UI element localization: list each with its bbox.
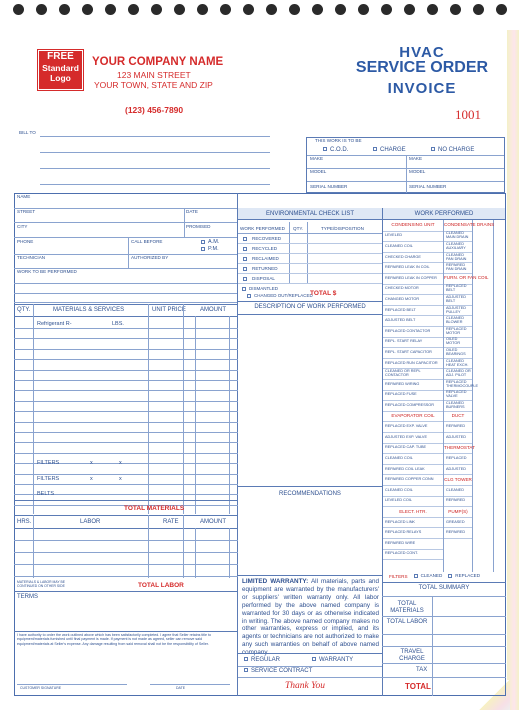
filters-label-2: FILTERS xyxy=(37,476,60,482)
work-item-label: CLEANED AUXILIARY xyxy=(446,242,466,250)
customer-signature-label: CUSTOMER SIGNATURE xyxy=(20,686,62,690)
work-item-label: ADJUSTED BELT xyxy=(385,318,416,323)
service-contract-label: SERVICE CONTRACT xyxy=(251,668,313,674)
filters-replaced-option[interactable] xyxy=(448,574,480,579)
work-item xyxy=(444,306,472,317)
env-row xyxy=(238,264,382,274)
filters-cleaned-label: CLEANED xyxy=(420,573,443,579)
description-header: DESCRIPTION OF WORK PERFORMED xyxy=(254,304,366,310)
authorized-by-label: AUTHORIZED BY xyxy=(131,255,169,260)
work-item xyxy=(444,465,472,476)
call-before-label: CALL BEFORE xyxy=(131,239,163,244)
env-row xyxy=(238,254,382,264)
work-item-label: REPLACED CONT. xyxy=(385,551,418,556)
work-item xyxy=(444,263,472,274)
work-item xyxy=(383,274,443,285)
company-phone: (123) 456-7890 xyxy=(125,105,184,115)
materials-header: MATERIALS & SERVICES xyxy=(53,307,125,313)
work-performed-label: WORK TO BE PERFORMED xyxy=(17,269,77,274)
work-item-label: REPAIRED xyxy=(446,530,466,535)
work-section-label: FURN. OR FAN COIL xyxy=(444,275,489,281)
regular-checkbox[interactable] xyxy=(244,657,248,661)
work-section-header xyxy=(444,507,472,518)
materials-qty-header: QTY. xyxy=(17,307,31,313)
logo-line2: Standard xyxy=(42,63,79,73)
charge-label: CHARGE xyxy=(380,147,406,153)
make-label-1: MAKE xyxy=(310,156,324,161)
work-item xyxy=(444,518,472,529)
labor-table-row xyxy=(14,540,238,541)
materials-table-row xyxy=(14,349,238,350)
work-item-label: REPAIRED WIRE xyxy=(385,540,416,545)
materials-table-row xyxy=(14,411,238,412)
work-item xyxy=(383,242,443,253)
warranty-body: All materials, parts and equipment are warranted by the manufacturers' or suppliers' written warranty only. All labor performed by the above named company is warranted for 30 days or as otherwise indicated in writing. The above named company makes no other warranties, express or implied, and its agents or technicians are not authorized to make any such warranties on behalf of above named company. xyxy=(242,578,379,657)
work-item-label: CHANGED MOTOR xyxy=(385,297,420,302)
work-item xyxy=(444,316,472,327)
materials-total-line xyxy=(14,500,238,501)
work-item xyxy=(444,348,472,359)
work-item xyxy=(383,465,443,476)
work-item xyxy=(444,327,472,338)
signature-date-label: DATE xyxy=(176,686,186,690)
bill-to-label: BILL TO xyxy=(19,130,36,135)
form-title-line2: SERVICE ORDER xyxy=(355,59,489,76)
work-section-label: ELECT. HTR. xyxy=(399,508,427,514)
warranty-checkbox[interactable] xyxy=(312,657,316,661)
work-performed-header: WORK PERFORMED xyxy=(383,208,505,220)
no-charge-checkbox[interactable] xyxy=(431,147,435,151)
work-item xyxy=(444,454,472,465)
name-label: NAME xyxy=(17,194,31,199)
work-item xyxy=(444,401,472,412)
work-item xyxy=(444,497,472,508)
work-item-label: CLEANED BLOWER xyxy=(446,316,464,325)
work-item xyxy=(383,433,443,444)
total-summary-header: TOTAL SUMMARY xyxy=(418,585,470,591)
cod-checkbox[interactable] xyxy=(323,147,327,151)
env-total-label: TOTAL $ xyxy=(310,290,337,297)
work-item xyxy=(383,369,443,380)
labor-hrs-header: HRS. xyxy=(17,519,32,525)
work-item xyxy=(383,444,443,455)
summary-tax-label: TAX xyxy=(416,667,428,673)
work-item-label: GREASED xyxy=(446,519,465,524)
thank-you-text: Thank You xyxy=(285,681,326,691)
work-item-label: REPL. START RELAY xyxy=(385,339,423,344)
work-item-label: OILED MOTOR xyxy=(446,337,461,346)
work-section-header xyxy=(383,507,443,518)
work-item-label: REPLACED EXP. VALVE xyxy=(385,424,428,429)
work-item-label: REPLACED LINK xyxy=(385,519,415,524)
work-section-label: CONDENSATE DRAINS xyxy=(444,222,495,228)
work-item xyxy=(383,253,443,264)
work-section-header xyxy=(383,221,443,232)
work-section-header xyxy=(383,412,443,423)
env-row-label: RECOVERED xyxy=(252,236,282,241)
materials-table-row xyxy=(14,442,238,443)
env-checkbox[interactable] xyxy=(243,277,247,281)
work-item-label: CLEANED COIL xyxy=(385,456,413,461)
env-checkbox[interactable] xyxy=(243,247,247,251)
materials-table-row xyxy=(14,401,238,402)
work-item xyxy=(383,263,443,274)
filters-x-2a: x xyxy=(90,476,93,482)
work-section-header xyxy=(444,444,475,455)
street-label: STREET xyxy=(17,209,36,214)
work-item xyxy=(444,359,472,370)
work-item-label: REPAIRED WIRING xyxy=(385,381,420,386)
serial-label-2: SERIAL NUMBER xyxy=(409,184,447,189)
work-item-label: LEVELED COIL xyxy=(385,498,413,503)
env-col-type: TYPE/DISPOSITION xyxy=(321,226,364,231)
work-item xyxy=(383,539,443,550)
am-checkbox[interactable] xyxy=(201,240,205,244)
work-item-label: REPLACED VALVE xyxy=(446,390,467,399)
filters-row-label: FILTERS xyxy=(389,573,408,579)
materials-table-row xyxy=(14,390,238,391)
work-item xyxy=(383,486,443,497)
make-label-2: MAKE xyxy=(409,156,423,161)
work-item-label: REPLACED RELAYS xyxy=(385,530,422,535)
pm-label: P.M. xyxy=(208,246,219,252)
summary-total-labor-label: TOTAL LABOR xyxy=(386,619,428,625)
date-label: DATE xyxy=(186,209,198,214)
authorization-text: I have authority to order the work outlined above which has been satisfactorily completed. I agree that Seller retains title to equipment/materials furnished until final payment is made. If payment is not made as agreed, seller can remove said equipment/materials at Seller's expense. Any damage resulting from said removal shall not be the responsibility of Seller. xyxy=(17,633,211,646)
work-item-label: REPLACED CAP. TUBE xyxy=(385,445,427,450)
warranty-text xyxy=(242,578,379,657)
materials-amount-header: AMOUNT xyxy=(200,307,226,313)
filters-replaced-label: REPLACED xyxy=(455,573,481,579)
labor-header: LABOR xyxy=(80,519,101,525)
work-item xyxy=(383,497,443,508)
work-section-header xyxy=(444,475,472,486)
work-item-label: REPAIRED xyxy=(446,424,466,429)
work-section-label: DUCT xyxy=(451,413,465,419)
promised-label: PROMISED xyxy=(186,224,211,229)
work-item-label: CLEANED MAIN DRAIN xyxy=(446,231,469,240)
work-item xyxy=(383,295,443,306)
work-section-label: EVAPORATOR COIL xyxy=(391,413,435,419)
work-item xyxy=(383,306,443,317)
env-checkbox[interactable] xyxy=(243,267,247,271)
work-item xyxy=(383,338,443,349)
serial-label-1: SERIAL NUMBER xyxy=(310,184,348,189)
warranty-label: WARRANTY xyxy=(319,657,354,663)
work-item-label: CLEANED OR ADJ. PILOT xyxy=(446,369,471,378)
work-item-label: ADJUSTED BELT xyxy=(446,295,467,303)
filters-x-1a: x xyxy=(90,460,93,466)
work-item xyxy=(383,380,443,391)
env-row xyxy=(238,244,382,254)
dismantled-label: DISMANTLED xyxy=(249,286,279,291)
filters-row xyxy=(383,572,505,582)
work-section-label: CONDENSING UNIT xyxy=(391,222,435,228)
work-item xyxy=(383,359,443,370)
work-item-label: ADJUSTED PULLEY xyxy=(446,305,467,314)
total-materials-label: TOTAL MATERIALS xyxy=(124,505,185,512)
work-item xyxy=(444,391,472,402)
warranty-title: LIMITED WARRANTY: xyxy=(242,578,309,585)
materials-table-row xyxy=(14,422,238,423)
labor-amount-header: AMOUNT xyxy=(200,519,226,525)
work-item xyxy=(444,369,472,380)
work-item xyxy=(383,232,443,243)
work-item xyxy=(383,422,443,433)
work-item xyxy=(383,550,443,561)
labor-table-row xyxy=(14,552,238,553)
charge-checkbox[interactable] xyxy=(373,147,377,151)
work-section-header xyxy=(444,274,489,285)
model-label-1: MODEL xyxy=(310,169,327,174)
work-item-label: REPLACED FUSE xyxy=(385,392,417,397)
work-item-label: REPLACED RUN CAPACITOR xyxy=(385,360,438,365)
work-item-label: REPLACED MOTOR xyxy=(446,326,467,335)
work-item-label: REPAIRED PAN DRAIN xyxy=(446,263,467,272)
work-item xyxy=(444,433,472,444)
work-to-be-title: THIS WORK IS TO BE xyxy=(315,138,362,143)
work-item-label: REPAIRED COPPER CONN xyxy=(385,477,434,482)
lbs-label: LBS. xyxy=(112,321,124,327)
form-title-line3: INVOICE xyxy=(387,80,457,97)
work-item xyxy=(383,316,443,327)
summary-travel-charge-label: TRAVEL CHARGE xyxy=(399,649,425,662)
materials-table-row xyxy=(14,453,238,454)
env-row-label: RECYCLED xyxy=(252,246,278,251)
technician-label: TECHNICIAN xyxy=(17,255,46,260)
phone-label: PHONE xyxy=(17,239,34,244)
belts-label: BELTS xyxy=(37,491,55,497)
work-item-label: CLEANED COIL xyxy=(385,244,413,249)
work-section-header xyxy=(444,221,495,232)
dismantled-checkbox[interactable] xyxy=(242,287,246,291)
work-item xyxy=(444,422,472,433)
terms-label: TERMS xyxy=(17,594,38,600)
work-item-label: REPLACED BELT xyxy=(446,284,467,293)
model-label-2: MODEL xyxy=(409,169,426,174)
labor-table-row xyxy=(14,564,238,565)
work-item xyxy=(444,379,479,391)
work-item xyxy=(383,401,443,412)
work-item-label: REPAIRED xyxy=(446,498,466,503)
work-item-label: CLEANED BURNERS xyxy=(446,401,465,409)
env-row-label: RETURNED xyxy=(252,266,278,271)
work-item xyxy=(383,518,443,529)
env-row xyxy=(238,274,382,284)
work-item-label: CLEANED PAN DRAIN xyxy=(446,252,467,261)
work-item-label: LEVELED xyxy=(385,233,403,238)
total-labor-label: TOTAL LABOR xyxy=(138,582,184,589)
pm-checkbox[interactable] xyxy=(201,247,205,251)
invoice-number: 1001 xyxy=(455,107,481,122)
work-item xyxy=(444,295,472,306)
work-item xyxy=(444,285,472,296)
work-item-label: CLEANED OR REPL CONTACTOR xyxy=(385,369,421,378)
logo-line3: Logo xyxy=(50,73,71,83)
work-item-label: REPLACED CONTACTOR xyxy=(385,328,431,333)
unit-price-header: UNIT PRICE xyxy=(152,307,186,313)
env-checkbox[interactable] xyxy=(243,237,247,241)
regular-label: REGULAR xyxy=(251,657,281,663)
work-item-label: CHECKED MOTOR xyxy=(385,286,419,291)
work-item xyxy=(383,454,443,465)
work-item-label: OILED BEARINGS xyxy=(446,348,466,356)
work-item xyxy=(444,338,472,349)
materials-table-row xyxy=(14,484,238,485)
work-item-label: REPLACED BELT xyxy=(385,307,416,312)
service-contract-checkbox[interactable] xyxy=(244,668,248,672)
materials-table-row xyxy=(14,432,238,433)
env-row xyxy=(238,234,382,244)
filters-x-2b: x xyxy=(119,476,122,482)
filters-label-1: FILTERS xyxy=(37,460,60,466)
changed-out-label: CHANGED OUT/REPLACED xyxy=(254,293,313,298)
work-item-label: CLEANED xyxy=(446,487,464,492)
work-item-label: CLEANED HEAT EXCH. xyxy=(446,358,469,367)
work-item xyxy=(383,327,443,338)
company-logo xyxy=(38,50,83,90)
env-col-work-performed: WORK PERFORMED xyxy=(240,226,285,231)
work-item xyxy=(444,486,472,497)
work-section-header xyxy=(444,412,472,423)
work-item-label: REPAIRED COIL LEAK xyxy=(385,466,425,471)
work-item xyxy=(383,391,443,402)
work-item-label: CLEANED COIL xyxy=(385,487,413,492)
work-item xyxy=(444,528,472,539)
company-name: YOUR COMPANY NAME xyxy=(92,56,224,68)
work-item-label: ADJUSTED xyxy=(446,466,467,471)
work-item-label: REPLACED COMPRESSOR xyxy=(385,403,434,408)
cod-label: C.O.D. xyxy=(330,147,349,153)
labor-continued-note: MATERIALS & LABOR MAY BE CONTINUED ON OTHER SIDE xyxy=(17,580,66,588)
filters-cleaned-option[interactable] xyxy=(414,574,443,579)
work-section-label: PUMP(S) xyxy=(448,508,468,514)
summary-total-materials-label: TOTAL MATERIALS xyxy=(390,601,424,614)
rate-header: RATE xyxy=(163,519,179,525)
form-title-line1: HVAC xyxy=(399,44,445,61)
labor-table-row xyxy=(14,576,238,577)
work-item xyxy=(383,528,443,539)
materials-table-row xyxy=(14,370,238,371)
materials-table-row xyxy=(14,338,238,339)
city-label: CITY xyxy=(17,224,28,229)
work-section-label: CLG TOWER xyxy=(444,476,472,482)
carbon-copy-edge xyxy=(507,30,519,710)
recommendations-header: RECOMMENDATIONS xyxy=(279,491,341,497)
work-to-be-box xyxy=(306,137,505,193)
work-item-label: REPL. START CAPACITOR xyxy=(385,350,432,355)
work-item-label: REPAIRED LEAK IN COPPER xyxy=(385,275,437,280)
env-checklist-header: ENVIRONMENTAL CHECK LIST xyxy=(238,208,382,220)
work-item-label: REPAIRED LEAK IN COIL xyxy=(385,265,430,270)
company-city: YOUR TOWN, STATE AND ZIP xyxy=(94,80,213,90)
work-item-label: REPLACED THERMOCOUPLE xyxy=(446,379,479,388)
materials-table-row xyxy=(14,328,238,329)
work-item xyxy=(383,285,443,296)
am-label: A.M. xyxy=(208,239,220,245)
work-item-label: CHECKED CHARGE xyxy=(385,254,421,259)
summary-total-label: TOTAL xyxy=(405,682,431,691)
work-item-label: REPLACED xyxy=(446,456,467,461)
materials-table-row xyxy=(14,380,238,381)
env-checkbox[interactable] xyxy=(243,257,247,261)
logo-line1: FREE xyxy=(47,51,74,62)
filters-x-1b: x xyxy=(119,460,122,466)
work-item-label: ADJUSTED xyxy=(446,434,467,439)
refrigerant-label: Refrigerant R- xyxy=(37,321,72,327)
work-item xyxy=(444,253,472,264)
env-row-label: DISPOSAL xyxy=(252,276,275,281)
work-item-label: ADJUSTED EXP. VALVE xyxy=(385,434,427,439)
changed-out-checkbox[interactable] xyxy=(247,294,251,298)
env-col-qty: QTY. xyxy=(293,226,304,231)
work-item xyxy=(444,232,472,243)
work-section-label: THERMOSTAT xyxy=(444,444,475,450)
materials-table-row xyxy=(14,474,238,475)
work-item xyxy=(383,348,443,359)
work-item xyxy=(383,475,443,486)
company-street: 123 MAIN STREET xyxy=(117,70,191,80)
no-charge-label: NO CHARGE xyxy=(438,147,475,153)
materials-table-row xyxy=(14,359,238,360)
work-item xyxy=(444,242,472,253)
env-row-label: RECLAIMED xyxy=(252,256,279,261)
